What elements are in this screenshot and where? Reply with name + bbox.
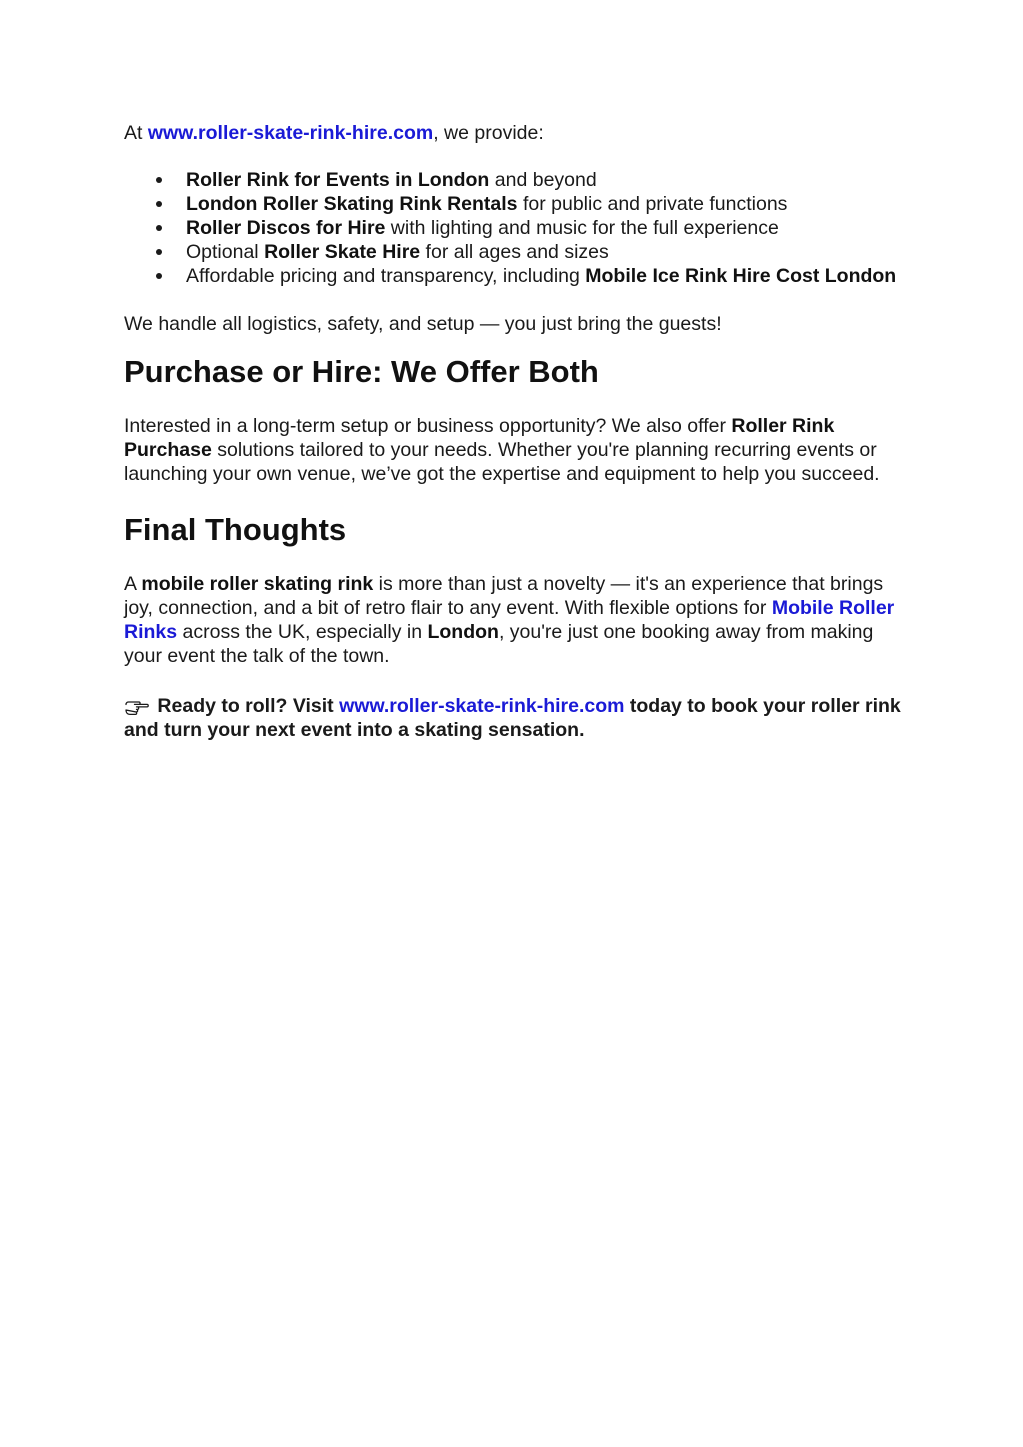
purchase-paragraph: Interested in a long-term setup or business opportunity? We also offer Roller Rink Purchase solutions tailored to your needs. Whether you're planning recurring events or launching your own venue, we’ve got the expertise and equipment to help you succeed. <box>124 415 880 485</box>
final-paragraph: A mobile roller skating rink is more than just a novelty — it's an experience that brings joy, connection, and a bit of retro flair to any event. With flexible options for Mobile Roller Rinks across the UK, especially in London, you're just one booking away from making your event the talk of the town. <box>124 573 895 667</box>
bullet-icon <box>156 225 162 231</box>
feature-highlight: London Roller Skating Rink Rentals <box>186 193 518 215</box>
feature-highlight: Roller Skate Hire <box>264 241 421 263</box>
list-item: Affordable pricing and transparency, including Mobile Ice Rink Hire Cost London <box>186 264 904 288</box>
feature-highlight: Roller Rink for Events in London <box>186 169 490 191</box>
feature-list <box>124 168 904 288</box>
list-item: London Roller Skating Rink Rentals for public and private functions <box>186 192 904 216</box>
intro-paragraph <box>124 121 904 145</box>
mobile-roller-rinks-link[interactable]: Mobile Roller Rinks <box>124 597 895 643</box>
pointing-hand-icon <box>124 697 152 717</box>
logistics-paragraph: We handle all logistics, safety, and setup — you just bring the guests! <box>124 313 722 335</box>
bullet-icon <box>156 249 162 255</box>
call-to-action: Ready to roll? Visit www.roller-skate-rink-hire.com today to book your roller rink and turn your next event into a skating sensation. <box>124 695 901 741</box>
feature-highlight: Mobile Ice Rink Hire Cost London <box>585 265 897 287</box>
document-content <box>124 121 904 742</box>
cta-site-link[interactable]: www.roller-skate-rink-hire.com <box>339 695 625 717</box>
list-item: Roller Rink for Events in London and beyond <box>186 168 904 192</box>
purchase-heading: Purchase or Hire: We Offer Both <box>124 354 599 389</box>
final-heading: Final Thoughts <box>124 512 347 547</box>
site-link[interactable]: www.roller-skate-rink-hire.com <box>147 122 434 144</box>
list-item: Optional Roller Skate Hire for all ages and sizes <box>186 240 904 264</box>
bullet-icon <box>156 201 162 207</box>
feature-highlight: Roller Discos for Hire <box>186 217 386 239</box>
list-item: Roller Discos for Hire with lighting and music for the full experience <box>186 216 904 240</box>
london-highlight: London <box>427 621 499 643</box>
purchase-highlight: Roller Rink Purchase <box>124 415 835 461</box>
bullet-icon <box>156 177 162 183</box>
bullet-icon <box>156 273 162 279</box>
intro-prefix: At <box>124 122 148 144</box>
intro-suffix: , we provide: <box>433 122 544 144</box>
final-highlight: mobile roller skating rink <box>141 573 374 595</box>
